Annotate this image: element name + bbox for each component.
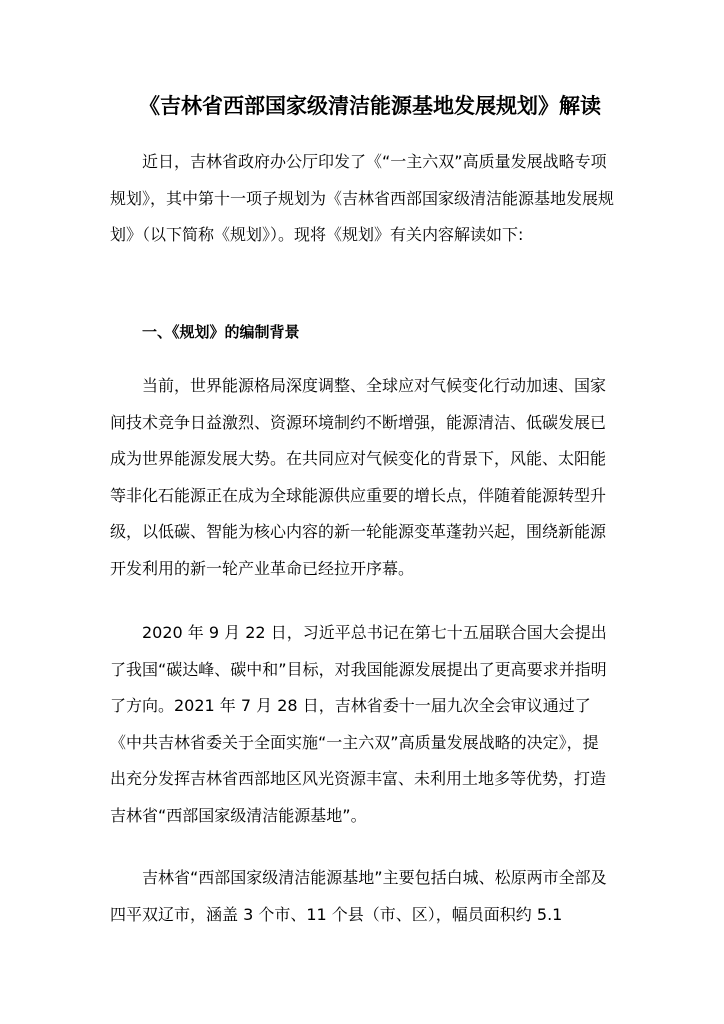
carbon-goal-paragraph: 2020 年 9 月 22 日，习近平总书记在第七十五届联合国大会提出了我国“碳达峰、碳中和”目标，对我国能源发展提出了更高要求并指明了方向。2021 年 7 月 28 日，吉林省委十一届九次全会审议通过了《中共吉林省委关于全面实施“一主六双”高质量发展战略的决定》，提出充分发挥吉林省西部地区风光资源丰富、未利用土地多等优势，打造吉林省“西部国家级清洁能源基地”。 — [110, 623, 607, 825]
document-title: 《吉林省西部国家级清洁能源基地发展规划》解读 — [139, 94, 601, 118]
section-heading: 一、《规划》的编制背景 — [142, 323, 300, 341]
background-paragraph: 当前，世界能源格局深度调整、全球应对气候变化行动加速、国家间技术竞争日益激烈、资源环境制约不断增强，能源清洁、低碳发展已成为世界能源发展大势。在共同应对气候变化的背景下，风能、太阳能等非化石能源正在成为全球能源供应重要的增长点，伴随着能源转型升级，以低碳、智能为核心内容的新一轮能源变革蓬勃兴起，围绕新能源开发利用的新一轮产业革命已经拉开序幕。 — [110, 376, 607, 578]
intro-paragraph: 近日，吉林省政府办公厅印发了《“一主六双”高质量发展战略专项规划》，其中第十一项子规划为《吉林省西部国家级清洁能源基地发展规划》（以下简称《规划》）。现将《规划》有关内容解读如下: — [110, 152, 615, 244]
base-scope-paragraph: 吉林省“西部国家级清洁能源基地”主要包括白城、松原两市全部及四平双辽市，涵盖 3 个市、11 个县（市、区），幅员面积约 5.1 — [110, 868, 607, 924]
